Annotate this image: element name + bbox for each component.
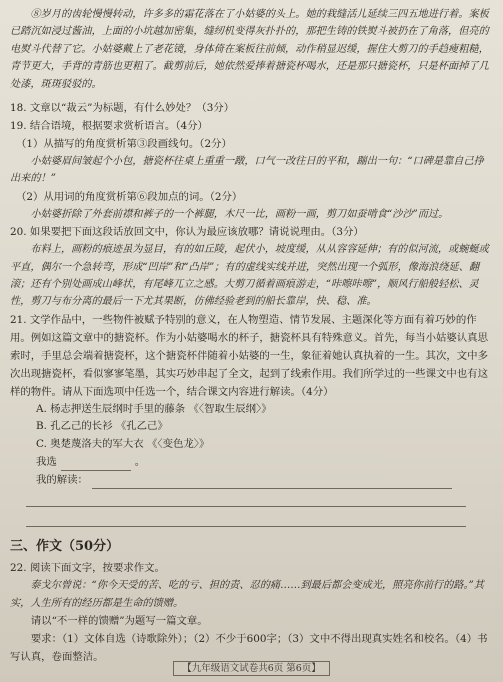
question-20-excerpt: 布料上，画粉的痕迹虽为显目，有的如丘陵，起伏小，坡度缓，从从容容延伸；有的似河流，或蜿蜒或平直，偶尔一个急转弯，形成“凹岸”和“凸岸”；有的虚线实线并进，突然出现一个弧形，像海浪绕延、翻滚；还有个别处画成山峰状，有尾峰兀立之感。大剪刀循着画痕游走，“咔嚓咔嚓”，顺风行船般轻松、灵性，剪刀与布分离的最后一下尤其果断，仿佛经验老到的船长靠岸，快、稳、准。 xyxy=(10,244,489,308)
question-18: 18. 文章以“裁云”为标题，有什么妙处？（3分） xyxy=(10,102,235,115)
choice-blank[interactable] xyxy=(61,456,131,471)
question-21: 21. 文学作品中，一些物件被赋予特别的意义，在人物塑造、情节发展、主题深化等方面有着巧妙的作用。例如这篇文章中的搪瓷杯。作为小姑婆喝水的杯子，搪瓷杯具有特殊意义。首先，每当小姑婆认真思索时，手里总会端着搪瓷杯，这个搪瓷杯伴随着小姑婆的一生，象征着她认真执着的一生。其次，文中多次出现搪瓷杯，看似寥寥笔墨，其实巧妙串起了全文，起到了线索作用。我们所学过的一些课文中也有这样的物件。请从下面选项中任选一个，结合课文内容进行解读。（4分） xyxy=(10,313,488,398)
answer-line-2[interactable] xyxy=(26,489,466,507)
question-19-2: （2）从用词的角度赏析第⑥段加点的词。（2分） xyxy=(16,190,243,203)
section-composition-heading: 三、作文（50分） xyxy=(10,539,120,555)
answer-line-1[interactable] xyxy=(92,474,452,489)
question-22-requirements: 要求：（1）文体自选（诗歌除外）；（2）不少于600字；（3）文中不得出现真实姓名和校名。（4）书写认真，卷面整洁。 xyxy=(10,633,488,664)
passage-paragraph-8: ⑧岁月的齿轮慢慢转动，许多多的霜花落在了小姑婆的头上。她的栽缝活儿延续三四五地进行着。案板已踏沉如浸过酱油，上面的小坑越加密集，缝纫机变得灰扑扑的，那把生铸的铁熨斗被扔在了角落，但亮的电熨斗代替了它。小姑婆戴上了老花镜，身体倚在案板往前倾，动作稍显迟缓，握住大剪刀的手趋瘦粗糙，青节更大，手背的青筋也更粗了。截剪前后，她依然爱捧着搪瓷杯喝水，还是那只搪瓷杯，只是杯面掉了几处漆，斑斑驳驳的。 xyxy=(10,9,489,90)
question-22-quote: 泰戈尔曾说：“你今天受的苦、吃的亏、担的责、忍的痛……到最后都会变成光，照亮你前行的路。”其实，人生所有的经历都是生命的馈赠。 xyxy=(10,580,484,609)
question-19: 19. 结合语境，根据要求赏析语言。（4分） xyxy=(10,120,208,133)
choice-suffix: 。 xyxy=(134,456,146,469)
choice-row xyxy=(10,453,493,471)
question-19-1: （1）从描写的角度赏析第③段画线句。（2分） xyxy=(16,138,232,151)
my-reading-row xyxy=(10,471,493,489)
page-number-label: 【九年级语文试卷共6页 第6页】 xyxy=(173,661,330,676)
page-footer xyxy=(0,660,503,674)
question-19-1-excerpt: 小姑婆眉间皱起个小包，搪瓷杯往桌上重重一蹾，口气一改往日的平和，蹦出一句：“口碑是靠自己挣出来的！” xyxy=(10,156,484,185)
option-a: A. 杨志押送生辰纲时手里的藤条 《〈智取生辰纲〉》 xyxy=(36,402,272,415)
question-22-title: 请以“不一样的馈赠”为题写一篇文章。 xyxy=(30,615,208,628)
question-22: 22. 阅读下面文字，按要求作文。 xyxy=(10,562,165,575)
my-reading-label: 我的解读： xyxy=(36,474,88,487)
question-20: 20. 如果要把下面这段话放回文中，你认为最应该放哪？请说说理由。（3分） xyxy=(10,226,364,239)
question-19-2-excerpt: 小姑婆折除了外套前襟和裤子的一个裤腿，木尺一比，画粉一画，剪刀如蚕啃食“沙沙”而过。 xyxy=(30,208,449,220)
option-c: C. 奥楚蔑洛夫的军大衣 《〈变色龙〉》 xyxy=(36,437,210,450)
answer-line-3[interactable] xyxy=(26,509,466,527)
choice-label: 我选 xyxy=(36,456,57,469)
option-b: B. 孔乙己的长衫 《孔乙己》 xyxy=(36,420,168,433)
